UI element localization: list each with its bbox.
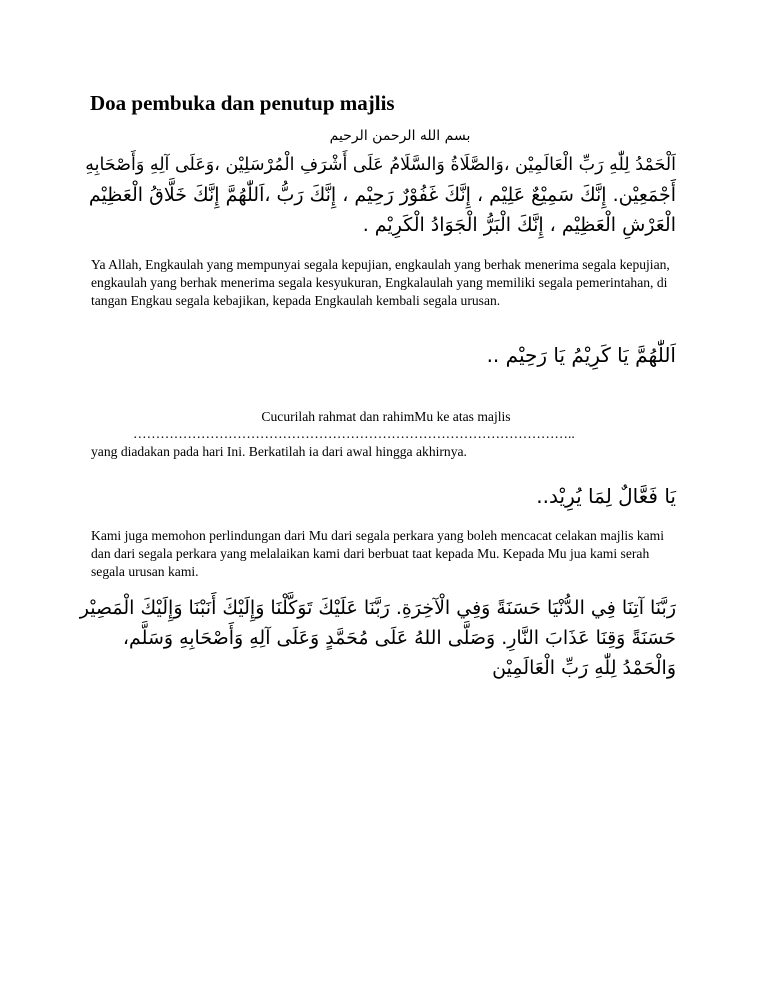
arabic-line: رَبَّنَا آتِنَا فِي الدُّنْيَا حَسَنَةً وَفِي الْآخِرَةِ. رَبَّنَا عَلَيْكَ تَوَكَّلْنَا وَإِلَيْكَ أَنَبْنَا وَإِلَيْكَ الْمَصِيْر — [79, 597, 676, 619]
document-title: Doa pembuka dan penutup majlis — [90, 91, 395, 115]
arabic-line: الْعَرْشِ الْعَظِيْم ، إِنَّكَ الْبَرُّ الْجَوَادُ الْكَرِيْم . — [362, 214, 676, 236]
dotted-line: …………………………………………………………………………………….. — [133, 426, 575, 441]
arabic-line: اَلْحَمْدُ لِلّٰهِ رَبِّ الْعَالَمِيْن ،وَالصَّلَاةُ وَالسَّلَامُ عَلَى أَشْرَفِ الْمُرْسَلِيْن ،وَعَلَى آلِهِ وَأَصْحَابِهِ — [85, 155, 676, 175]
translation-paragraph-1: Ya Allah, Engkaulah yang mempunyai segala kepujian, engkaulah yang berhak menerima segala kepujian, engkaulah yang berhak menerima segala kesyukuran, Engkalaulah yang memiliki segala pemerintahan, di tangan Engkau segala kebajikan, kepada Engkaulah kembali segala urusan. — [91, 257, 670, 308]
closing-arabic-block — [76, 593, 676, 683]
arabic-invocation-1: اَللّٰهُمَّ يَا كَرِيْمُ يَا رَحِيْم .. — [486, 343, 676, 367]
basmala-line: بسم الله الرحمن الرحيم — [329, 128, 471, 144]
opening-arabic-block — [76, 150, 676, 240]
arabic-line: أَجْمَعِيْن. إِنَّكَ سَمِيْعٌ عَلِيْم ، إِنَّكَ غَفُوْرٌ رَحِيْم ، إِنَّكَ رَبُّ ،اَللّٰهُمَّ إِنَّكَ خَلَّاقُ الْعَظِيْم — [88, 184, 676, 206]
arabic-line: حَسَنَةً وَقِنَا عَذَابَ النَّارِ. وَصَلَّى اللهُ عَلَى مُحَمَّدٍ وَعَلَى آلِهِ وَأَصْحَابِهِ وَسَلَّم، — [122, 627, 676, 649]
translation-paragraph-3: Kami juga memohon perlindungan dari Mu dari segala perkara yang boleh mencacat celakan majlis kami dan dari segala perkara yang melalaikan kami dari berbuat taat kepada Mu. Kepada Mu jua kami serah segala urusan kami. — [91, 528, 664, 579]
arabic-line: وَالْحَمْدُ لِلّٰهِ رَبِّ الْعَالَمِيْن — [492, 657, 676, 679]
arabic-invocation-2: يَا فَعَّالٌ لِمَا يُرِيْد.. — [536, 484, 676, 508]
center-line: Cucurilah rahmat dan rahimMu ke atas majlis — [261, 409, 511, 424]
translation-paragraph-2: yang diadakan pada hari Ini. Berkatilah ia dari awal hingga akhirnya. — [91, 444, 467, 459]
